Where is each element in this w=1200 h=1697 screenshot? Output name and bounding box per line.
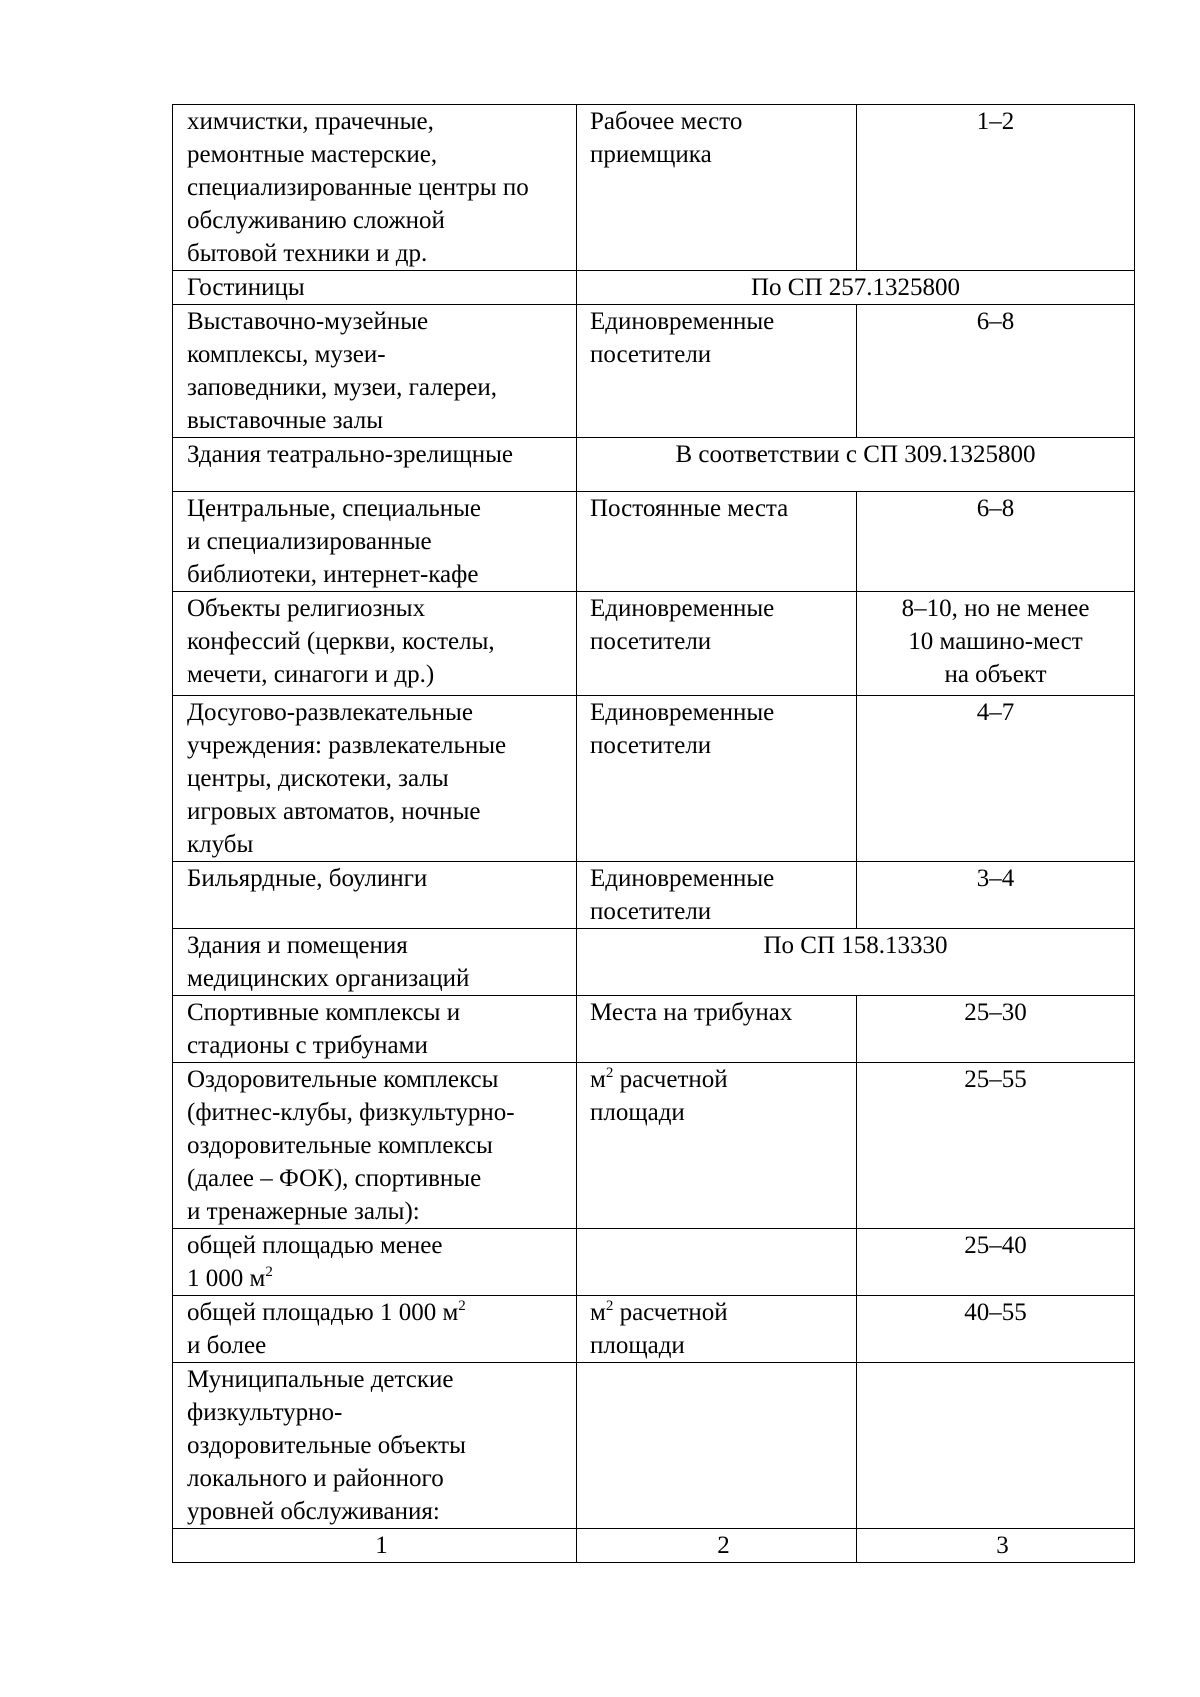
cell-text: Выставочно-музейные комплексы, музеи- заповедники, музеи, галереи, выставочные залы — [187, 308, 497, 434]
cell-unit-text — [590, 1299, 728, 1359]
column-number: 3 — [857, 1529, 1135, 1563]
table-row — [173, 1229, 1135, 1296]
cell-text: Центральные, специальные и специализированные библиотеки, интернет-кафе — [187, 495, 482, 588]
cell-text: Досугово-развлекательные учреждения: развлекательные центры, дискотеки, залы игровых автоматов, ночные клубы — [187, 699, 507, 858]
cell-unit-text — [590, 1066, 728, 1126]
table-row — [173, 438, 1135, 492]
cell-text: 4–7 — [976, 699, 1015, 726]
column-number-row — [173, 1529, 1135, 1563]
table-row — [173, 996, 1135, 1063]
table-cell-object — [173, 1229, 577, 1296]
table-cell-object — [173, 1063, 577, 1229]
table-row — [173, 1296, 1135, 1363]
table-cell-object — [173, 696, 577, 862]
cell-text: Единовременные посетители — [590, 699, 775, 759]
table-cell-unit — [577, 862, 857, 929]
table-cell-value — [857, 1063, 1135, 1229]
table-cell-object — [173, 929, 577, 996]
table-row — [173, 1363, 1135, 1529]
cell-text: Объекты религиозных конфессий (церкви, костелы, мечети, синагоги и др.) — [187, 595, 495, 688]
table-row — [173, 305, 1135, 438]
table-cell-merged — [577, 438, 1135, 492]
cell-text: Бильярдные, боулинги — [187, 865, 428, 892]
cell-text: 40–55 — [964, 1299, 1027, 1326]
table-row — [173, 696, 1135, 862]
cell-text: Здания театрально-зрелищные — [187, 441, 513, 468]
column-number: 2 — [577, 1529, 857, 1563]
cell-text: 25–30 — [964, 999, 1027, 1026]
table-cell-unit — [577, 105, 857, 271]
table-row — [173, 492, 1135, 592]
unit-superscript: 2 — [605, 1065, 614, 1081]
cell-text: Муниципальные детские физкультурно- оздоровительные объекты локального и районного уровней обслуживания: — [187, 1366, 466, 1525]
cell-text: 25–55 — [964, 1066, 1027, 1093]
table-cell-object — [173, 862, 577, 929]
table-cell-object — [173, 996, 577, 1063]
table-cell-object — [173, 492, 577, 592]
table-cell-object — [173, 592, 577, 696]
cell-text: 6–8 — [976, 308, 1015, 335]
table-cell-object — [173, 438, 577, 492]
cell-text: 6–8 — [976, 495, 1015, 522]
table-row — [173, 105, 1135, 271]
table-cell-unit — [577, 592, 857, 696]
table-cell-unit — [577, 492, 857, 592]
cell-text: Спортивные комплексы и стадионы с трибунами — [187, 999, 461, 1059]
table-cell-object — [173, 305, 577, 438]
table-cell-unit — [577, 996, 857, 1063]
table-row — [173, 1063, 1135, 1229]
table-cell-unit — [577, 696, 857, 862]
parking-norms-table — [172, 104, 1135, 1563]
table-cell-unit — [577, 1229, 857, 1296]
column-number: 1 — [173, 1529, 577, 1563]
area-text: общей площадью 1 000 м — [187, 1299, 459, 1326]
table-cell-merged — [577, 271, 1135, 305]
area-text-rest: и более — [187, 1332, 267, 1359]
cell-text: 25–40 — [964, 1232, 1027, 1259]
cell-text: 1–2 — [976, 108, 1015, 135]
cell-text: Оздоровительные комплексы (фитнес-клубы, физкультурно- оздоровительные комплексы (далее – ФОК), спортивные и тренажерные залы): — [187, 1066, 515, 1225]
cell-text: По СП 158.13330 — [763, 932, 948, 959]
cell-text: 8–10, но не менее 10 машино-мест на объект — [901, 595, 1090, 688]
cell-text: Места на трибунах — [590, 999, 793, 1026]
cell-text: Здания и помещения медицинских организаций — [187, 932, 470, 992]
table-cell-unit — [577, 305, 857, 438]
unit-superscript: 2 — [605, 1298, 614, 1314]
table-cell-value — [857, 592, 1135, 696]
unit-symbol: м — [590, 1299, 606, 1326]
table-cell-unit — [577, 1296, 857, 1363]
cell-text: По СП 257.1325800 — [750, 274, 961, 301]
unit-rest: расчетной площади — [590, 1299, 728, 1359]
table-cell-value — [857, 1363, 1135, 1529]
area-superscript: 2 — [265, 1264, 273, 1280]
cell-text: Рабочее место приемщика — [590, 108, 743, 168]
unit-symbol: м — [590, 1066, 606, 1093]
cell-text — [187, 1232, 442, 1292]
table-row — [173, 592, 1135, 696]
cell-text: Единовременные посетители — [590, 308, 775, 368]
table-cell-value — [857, 105, 1135, 271]
table-cell-value — [857, 1296, 1135, 1363]
unit-rest: расчетной площади — [590, 1066, 728, 1126]
table-cell-value — [857, 492, 1135, 592]
table-cell-value — [857, 696, 1135, 862]
cell-text: В соответствии с СП 309.1325800 — [675, 441, 1036, 468]
area-superscript: 2 — [458, 1298, 466, 1314]
table-row — [173, 271, 1135, 305]
table-cell-object — [173, 105, 577, 271]
table-cell-value — [857, 996, 1135, 1063]
table-cell-object — [173, 1296, 577, 1363]
cell-text: химчистки, прачечные, ремонтные мастерские, специализированные центры по обслуживанию сложной бытовой техники и др. — [187, 108, 529, 267]
cell-text: Единовременные посетители — [590, 865, 775, 925]
cell-text — [187, 1299, 466, 1359]
area-text: общей площадью менее 1 000 м — [187, 1232, 443, 1292]
table-cell-value — [857, 305, 1135, 438]
cell-text: Единовременные посетители — [590, 595, 775, 655]
table-cell-merged — [577, 929, 1135, 996]
cell-text: Постоянные места — [590, 495, 789, 522]
cell-text: 3–4 — [976, 865, 1015, 892]
table-cell-unit — [577, 1363, 857, 1529]
table-cell-unit — [577, 1063, 857, 1229]
table-cell-object — [173, 1363, 577, 1529]
table-row — [173, 929, 1135, 996]
table-row — [173, 862, 1135, 929]
table-cell-value — [857, 1229, 1135, 1296]
table-cell-value — [857, 862, 1135, 929]
cell-text: Гостиницы — [187, 274, 305, 301]
table-cell-object — [173, 271, 577, 305]
